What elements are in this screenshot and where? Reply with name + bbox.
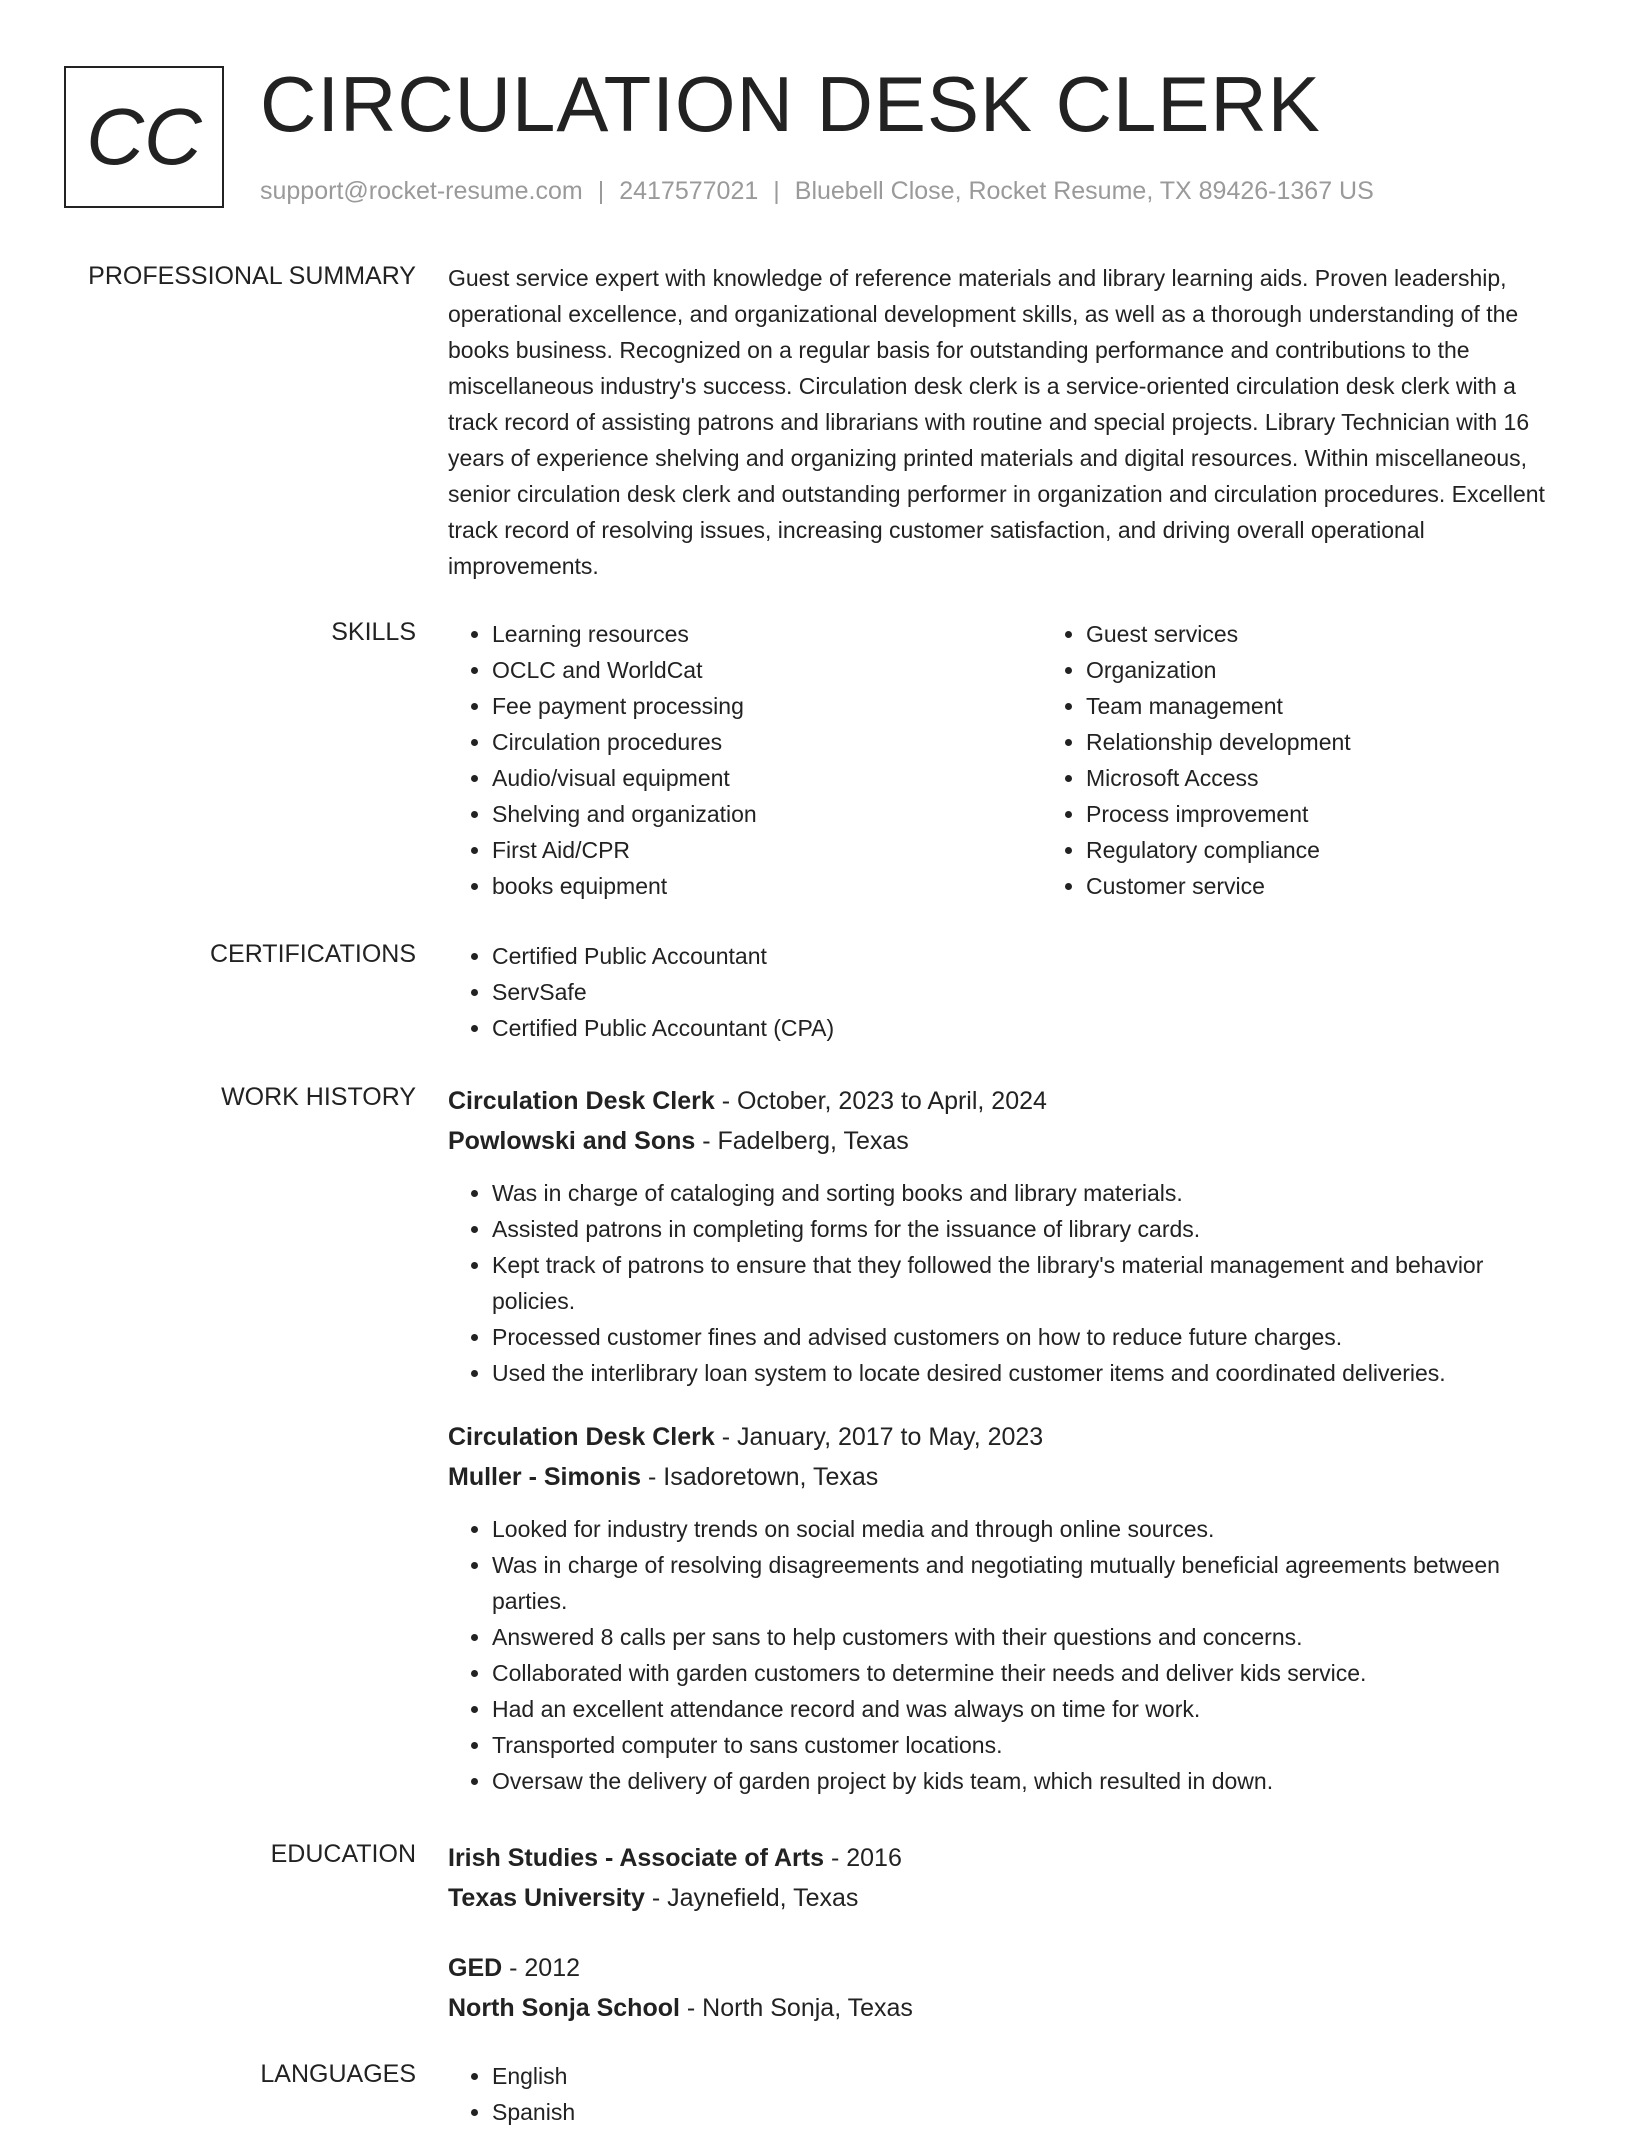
education-degree-line	[448, 1948, 1568, 1988]
education-entry	[448, 1838, 1568, 1918]
job-company-line	[448, 1457, 1568, 1497]
job-company: Powlowski and Sons	[448, 1127, 696, 1155]
job-title: Circulation Desk Clerk	[448, 1423, 715, 1451]
certification-item: • Certified Public Accountant (CPA)	[492, 1010, 1568, 1046]
education-year: - 2012	[502, 1954, 581, 1982]
skill-item: • Organization	[1086, 652, 1632, 688]
languages-content	[448, 2058, 1568, 2130]
skill-item: • Learning resources	[492, 616, 1042, 652]
certification-item: • ServSafe	[492, 974, 1568, 1010]
skill-item: • Regulatory compliance	[1086, 832, 1632, 868]
contact-email[interactable]: support@rocket-resume.com	[260, 177, 583, 205]
language-item: • Spanish	[492, 2094, 1568, 2130]
contact-phone[interactable]: 2417577021	[619, 177, 759, 205]
certifications-content	[448, 938, 1568, 1046]
education-year: - 2016	[824, 1844, 902, 1872]
job-bullet: • Oversaw the delivery of garden project by kids team, which resulted in down.	[492, 1763, 1568, 1799]
job-bullet: • Processed customer fines and advised customers on how to reduce future charges.	[492, 1319, 1568, 1355]
section-label-work-history: WORK HISTORY	[221, 1083, 416, 1111]
contact-separator: |	[597, 177, 605, 205]
job-dates: - January, 2017 to May, 2023	[714, 1423, 1044, 1451]
skill-item: • Microsoft Access	[1086, 760, 1632, 796]
monogram-initials: CC	[86, 92, 202, 181]
job-bullet: • Had an excellent attendance record and was always on time for work.	[492, 1691, 1568, 1727]
contact-address: Bluebell Close, Rocket Resume, TX 89426-1367 US	[794, 177, 1374, 205]
education-school-line	[448, 1878, 1568, 1918]
job-title-line	[448, 1417, 1568, 1457]
skill-item: • Fee payment processing	[492, 688, 1042, 724]
job-bullet: • Collaborated with garden customers to determine their needs and deliver kids service.	[492, 1655, 1568, 1691]
section-label-languages: LANGUAGES	[260, 2060, 416, 2088]
section-label-certifications: CERTIFICATIONS	[209, 940, 416, 968]
skills-list-right	[1042, 616, 1632, 904]
monogram-box	[64, 66, 224, 208]
skill-item: • OCLC and WorldCat	[492, 652, 1042, 688]
job-dates: - October, 2023 to April, 2024	[714, 1087, 1047, 1115]
section-label-summary: PROFESSIONAL SUMMARY	[88, 262, 416, 290]
job-bullet: • Was in charge of resolving disagreements and negotiating mutually beneficial agreements between parties.	[492, 1547, 1568, 1619]
job-entry	[448, 1081, 1568, 1391]
education-location: - Jaynefield, Texas	[644, 1884, 859, 1912]
certifications-list	[448, 938, 1568, 1046]
education-school: North Sonja School	[448, 1994, 680, 2022]
job-bullet: • Kept track of patrons to ensure that they followed the library's material management and behavior policies.	[492, 1247, 1568, 1319]
job-bullet: • Transported computer to sans customer locations.	[492, 1727, 1568, 1763]
education-degree: Irish Studies - Associate of Arts	[448, 1844, 825, 1872]
job-entry	[448, 1417, 1568, 1799]
job-company-line	[448, 1121, 1568, 1161]
work-history-content	[448, 1081, 1568, 1799]
language-item: • English	[492, 2058, 1568, 2094]
skill-item: • Customer service	[1086, 868, 1632, 904]
resume-title: CIRCULATION DESK CLERK	[260, 60, 1321, 148]
languages-list	[448, 2058, 1568, 2130]
skills-list-left	[448, 616, 1042, 904]
contact-separator: |	[773, 177, 780, 205]
skill-item: • First Aid/CPR	[492, 832, 1042, 868]
skill-item: • books equipment	[492, 868, 1042, 904]
skill-item: • Process improvement	[1086, 796, 1632, 832]
skill-item: • Guest services	[1086, 616, 1632, 652]
job-location: - Isadoretown, Texas	[641, 1463, 879, 1491]
summary-text: Guest service expert with knowledge of reference materials and library learning aids. Proven leadership, operational excellence, and organizational development skills, as well as a thorough understanding of the books business. Recognized on a regular basis for outstanding performance and contributions to the miscellaneous industry's success. Circulation desk clerk is a service-oriented circulation desk clerk with a track record of assisting patrons and librarians with routine and special projects. Library Technician with 16 years of experience shelving and organizing printed materials and digital resources. Within miscellaneous, senior circulation desk clerk and outstanding performer in organization and circulation procedures. Excellent track record of resolving issues, increasing customer satisfaction, and driving overall operational improvements.	[448, 265, 1545, 579]
skills-content	[448, 616, 1568, 904]
education-school: Texas University	[448, 1884, 645, 1912]
job-title-line	[448, 1081, 1568, 1121]
job-company: Muller - Simonis	[448, 1463, 642, 1491]
education-degree: GED	[448, 1954, 503, 1982]
skill-item: • Shelving and organization	[492, 796, 1042, 832]
education-school-line	[448, 1988, 1568, 2028]
section-label-skills: SKILLS	[331, 618, 416, 646]
section-label-education: EDUCATION	[270, 1840, 416, 1868]
skill-item: • Relationship development	[1086, 724, 1632, 760]
contact-line	[260, 176, 1374, 206]
job-bullets	[448, 1511, 1568, 1799]
job-bullet: • Answered 8 calls per sans to help customers with their questions and concerns.	[492, 1619, 1568, 1655]
skill-item: • Circulation procedures	[492, 724, 1042, 760]
education-location: - North Sonja, Texas	[679, 1994, 913, 2022]
job-title: Circulation Desk Clerk	[448, 1087, 715, 1115]
education-degree-line	[448, 1838, 1568, 1878]
skill-item: • Audio/visual equipment	[492, 760, 1042, 796]
education-entry	[448, 1948, 1568, 2028]
job-bullet: • Looked for industry trends on social media and through online sources.	[492, 1511, 1568, 1547]
job-bullet: • Was in charge of cataloging and sorting books and library materials.	[492, 1175, 1568, 1211]
certification-item: • Certified Public Accountant	[492, 938, 1568, 974]
job-bullet: • Assisted patrons in completing forms for the issuance of library cards.	[492, 1211, 1568, 1247]
skill-item: • Team management	[1086, 688, 1632, 724]
job-location: - Fadelberg, Texas	[695, 1127, 909, 1155]
job-bullet: • Used the interlibrary loan system to locate desired customer items and coordinated deliveries.	[492, 1355, 1568, 1391]
job-bullets	[448, 1175, 1568, 1391]
education-content	[448, 1838, 1568, 2028]
summary-content	[448, 260, 1568, 584]
